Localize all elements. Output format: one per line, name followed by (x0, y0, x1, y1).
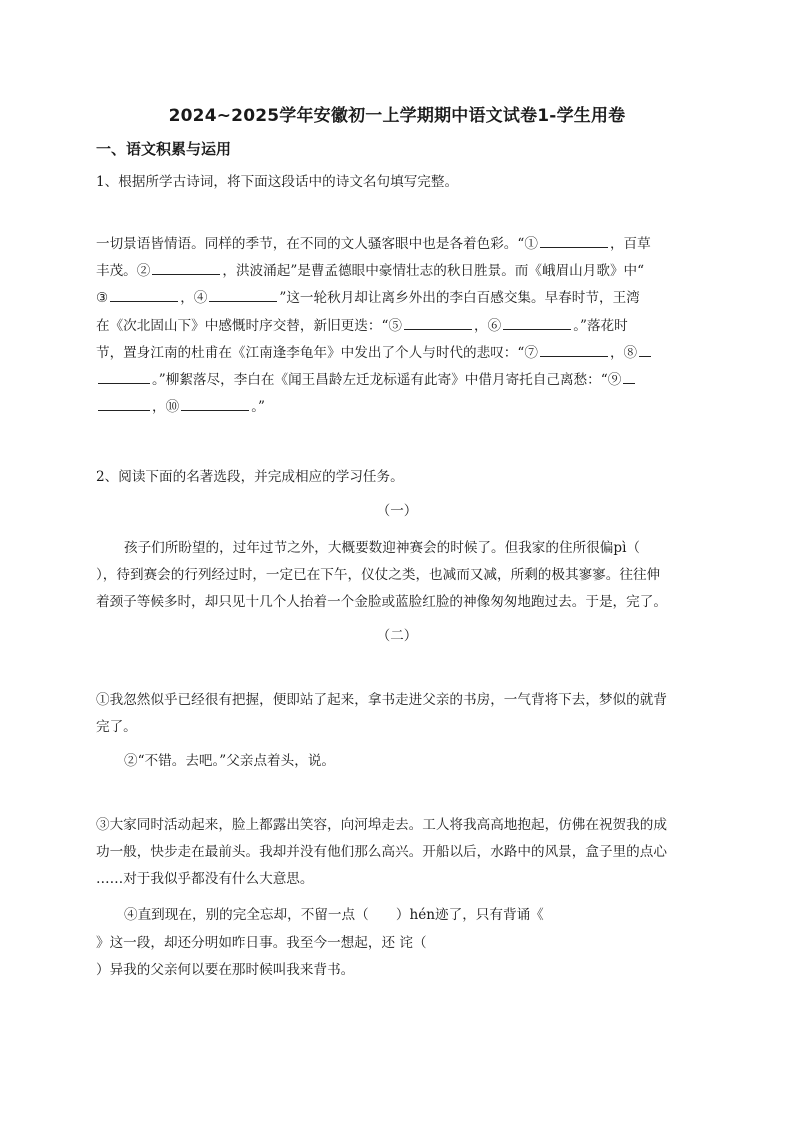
text-segment: ，百草 (609, 236, 651, 252)
text-segment: 在《次北固山下》中感慨时序交替，新旧更迭：“⑤ (96, 318, 403, 334)
text-segment: ，⑧ (609, 345, 638, 361)
passage-2-paragraph-4: 》这一段，却还分明如昨日事。我至今一想起，还 诧（ (96, 935, 427, 951)
question-1-prompt: 1、根据所学古诗词，将下面这段话中的诗文名句填写完整。 (96, 174, 459, 190)
passage-1-line: 孩子们所盼望的，过年过节之外，大概要数迎神赛会的时候了。但我家的住所很偏pì（ (124, 540, 641, 556)
answer-blank-8-continued[interactable] (98, 369, 150, 384)
text-segment: 。”柳絮落尽，李白在《闻王昌龄左迁龙标遥有此寄》中借月寄托自己离愁：“⑨ (152, 372, 622, 388)
poem-paragraph-line (96, 369, 696, 390)
text-segment: ，⑥ (474, 318, 502, 334)
answer-blank-2[interactable] (152, 260, 220, 275)
answer-blank-7[interactable] (540, 342, 608, 357)
text-segment: 一切景语皆情语。同样的季节，在不同的文人骚客眼中也是各着色彩。“① (96, 236, 538, 252)
poem-paragraph-line (96, 260, 696, 281)
passage-2-paragraph-1: 完了。 (96, 719, 137, 735)
passage-2-paragraph-3: 功一般，快步走在最前头。我却并没有他们那么高兴。开船以后，水路中的风景，盒子里的点心 (96, 844, 667, 860)
answer-blank-9[interactable] (623, 369, 635, 384)
text-segment: ③ (96, 290, 109, 306)
passage-2-paragraph-2: ②“不错。去吧。”父亲点着头，说。 (124, 753, 336, 769)
passage-label-2: （二） (376, 628, 418, 644)
text-segment: 。” (251, 399, 265, 415)
answer-blank-5[interactable] (404, 315, 472, 330)
answer-blank-8[interactable] (639, 342, 651, 357)
text-segment: 。”落花时 (573, 318, 628, 334)
section-heading: 一、语文积累与运用 (96, 140, 232, 158)
question-2-prompt: 2、阅读下面的名著选段，并完成相应的学习任务。 (96, 469, 404, 485)
answer-blank-6[interactable] (503, 315, 571, 330)
answer-blank-3[interactable] (110, 287, 178, 302)
passage-2-paragraph-1: ①我忽然似乎已经很有把握，便即站了起来，拿书走进父亲的书房，一气背将下去，梦似的就背 (96, 692, 667, 708)
passage-1-line: ），待到赛会的行列经过时，一定已在下午，仪仗之类，也减而又减，所剩的极其寥寥。往往伸 (96, 567, 661, 583)
text-segment: ，④ (180, 290, 208, 306)
answer-blank-4[interactable] (209, 287, 277, 302)
text-segment: ”这一轮秋月却让离乡外出的李白百感交集。早春时节，王湾 (279, 290, 640, 306)
passage-label-1: （一） (376, 503, 418, 519)
text-segment: 节，置身江南的杜甫在《江南逢李龟年》中发出了个人与时代的悲叹：“⑦ (96, 345, 538, 361)
passage-1-line: 着颈子等候多时，却只见十几个人抬着一个金脸或蓝脸红脸的神像匆匆地跑过去。于是，完了。 (96, 594, 667, 610)
poem-paragraph-line (96, 342, 696, 363)
poem-paragraph-line (96, 287, 696, 308)
text-segment: 丰茂。② (96, 263, 151, 279)
page-title: 2024~2025学年安徽初一上学期期中语文试卷1-学生用卷 (168, 106, 626, 126)
text-segment: ，洪波涌起”是曹孟德眼中豪情壮志的秋日胜景。而《峨眉山月歌》中“ (222, 263, 645, 279)
poem-paragraph-line (96, 233, 696, 254)
poem-paragraph-line (96, 315, 696, 336)
answer-blank-9-continued[interactable] (98, 396, 150, 411)
answer-blank-10[interactable] (181, 396, 249, 411)
passage-2-paragraph-3: ……对于我似乎都没有什么大意思。 (96, 871, 314, 887)
answer-blank-1[interactable] (540, 233, 608, 248)
text-segment: ，⑩ (152, 399, 180, 415)
passage-2-paragraph-4: ④直到现在，别的完全忘却，不留一点（ ）hén迹了，只有背诵《 (124, 907, 544, 923)
passage-2-paragraph-3: ③大家同时活动起来，脸上都露出笑容，向河埠走去。工人将我高高地抱起，仿佛在祝贺我的成 (96, 817, 667, 833)
poem-paragraph-line (96, 396, 696, 417)
passage-2-paragraph-4: ）异我的父亲何以要在那时候叫我来背书。 (96, 962, 355, 978)
